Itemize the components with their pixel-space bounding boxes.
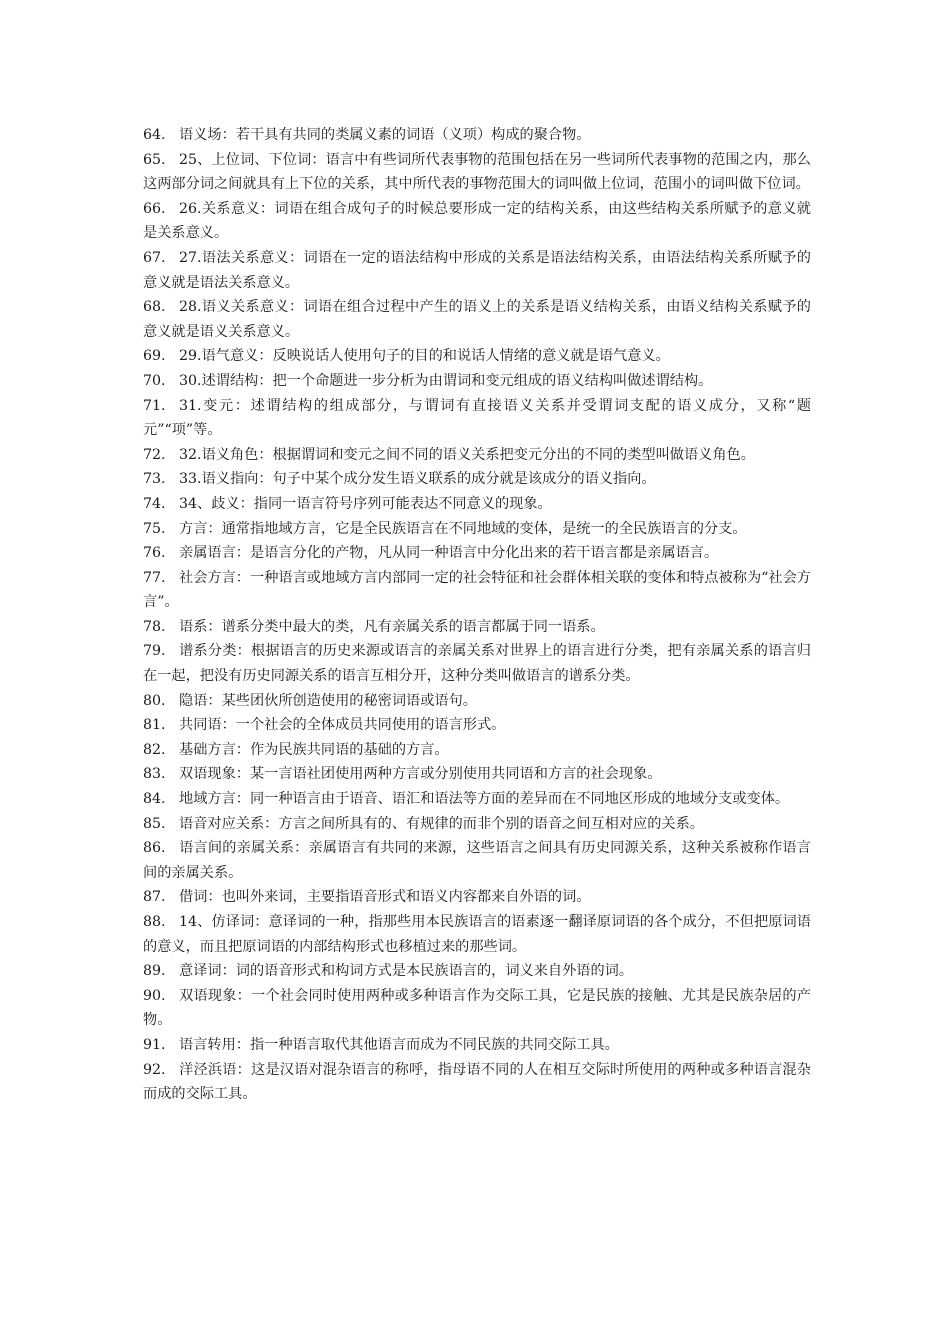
entry-text: 30.述谓结构：把一个命题进一步分析为由谓词和变元组成的语义结构叫做述谓结构。	[179, 372, 713, 389]
entry-text: 社会方言：一种语言或地域方言内部同一定的社会特征和社会群体相关联的变体和特点被称为“社会方言”。	[143, 569, 811, 611]
entry-number: 81.	[143, 717, 166, 734]
entry-number: 77.	[143, 569, 166, 586]
entry-64	[143, 123, 811, 148]
entry-number: 91.	[143, 1036, 166, 1053]
entry-79	[143, 639, 811, 688]
entry-text: 语音对应关系：方言之间所具有的、有规律的而非个别的语音之间互相对应的关系。	[179, 815, 704, 832]
entry-text: 14、仿译词：意译词的一种，指那些用本民族语言的语素逐一翻译原词语的各个成分，不但把原词语的意义，而且把原词语的内部结构形式也移植过来的那些词。	[143, 914, 811, 955]
entry-text: 32.语义角色：根据谓词和变元之间不同的语义关系把变元分出的不同的类型叫做语义角色。	[179, 446, 755, 463]
entry-text: 洋泾浜语：这是汉语对混杂语言的称呼，指母语不同的人在相互交际时所使用的两种或多种语言混杂而成的交际工具。	[143, 1061, 811, 1103]
entry-number: 67.	[143, 249, 166, 266]
entry-text: 语系：谱系分类中最大的类，凡有亲属关系的语言都属于同一语系。	[179, 618, 605, 635]
entry-number: 85.	[143, 815, 166, 832]
entry-number: 73.	[143, 471, 166, 488]
entry-number: 75.	[143, 520, 166, 537]
entry-number: 79.	[143, 643, 166, 660]
entry-text: 31.变元：述谓结构的组成部分，与谓词有直接语义关系并受谓词支配的语义成分，又称“题元”“项”等。	[143, 397, 811, 439]
entry-75	[143, 517, 811, 542]
entry-number: 88.	[143, 914, 166, 930]
entry-68	[143, 295, 811, 344]
entry-74	[143, 492, 811, 517]
entry-67	[143, 246, 811, 295]
entry-text: 双语现象：某一言语社团使用两种方言或分别使用共同语和方言的社会现象。	[179, 766, 662, 783]
entry-text: 27.语法关系意义：词语在一定的语法结构中形成的关系是语法结构关系，由语法结构关系所赋予的意义就是语法关系意义。	[143, 249, 811, 291]
entry-84	[143, 787, 811, 812]
entry-82	[143, 738, 811, 763]
entry-text: 方言：通常指地域方言，它是全民族语言在不同地域的变体，是统一的全民族语言的分支。	[179, 520, 747, 537]
entry-text: 34、歧义：指同一语言符号序列可能表达不同意义的现象。	[179, 495, 552, 512]
entry-text: 33.语义指向：句子中某个成分发生语义联系的成分就是该成分的语义指向。	[179, 471, 656, 488]
entry-number: 78.	[143, 618, 166, 635]
entry-text: 共同语：一个社会的全体成员共同使用的语言形式。	[179, 717, 506, 734]
entry-number: 89.	[143, 963, 166, 980]
entry-83	[143, 762, 811, 787]
entry-text: 双语现象：一个社会同时使用两种或多种语言作为交际工具，它是民族的接触、尤其是民族杂居的产物。	[143, 987, 811, 1029]
entry-66	[143, 197, 811, 246]
entry-number: 70.	[143, 372, 166, 389]
entry-76	[143, 541, 811, 566]
entry-number: 86.	[143, 840, 166, 857]
entry-number: 64.	[143, 127, 166, 143]
entry-text: 地域方言：同一种语言由于语音、语汇和语法等方面的差异而在不同地区形成的地域分支或变体。	[179, 791, 790, 808]
entry-number: 80.	[143, 692, 166, 709]
entry-81	[143, 713, 811, 738]
entry-text: 意译词：词的语音形式和构词方式是本民族语言的，词义来自外语的词。	[179, 963, 634, 980]
entry-text: 语义场：若干具有共同的类属义素的词语（义项）构成的聚合物。	[179, 127, 591, 143]
entry-number: 66.	[143, 200, 166, 217]
entry-85	[143, 812, 811, 837]
entry-91	[143, 1033, 811, 1058]
entry-number: 82.	[143, 741, 166, 758]
entry-text: 亲属语言：是语言分化的产物，凡从同一种语言中分化出来的若干语言都是亲属语言。	[179, 545, 719, 562]
entry-number: 68.	[143, 299, 166, 316]
entry-87	[143, 885, 811, 910]
entry-text: 25、上位词、下位词：语言中有些词所代表事物的范围包括在另一些词所代表事物的范围之内，那么这两部分词之间就具有上下位的关系，其中所代表的事物范围大的词叫做上位词，范围小的词叫做下位词。	[143, 151, 811, 193]
entry-73	[143, 467, 811, 492]
entry-text: 语言间的亲属关系：亲属语言有共同的来源，这些语言之间具有历史同源关系，这种关系被称作语言间的亲属关系。	[143, 840, 811, 881]
entry-88	[143, 910, 811, 959]
entry-text: 28.语义关系意义：词语在组合过程中产生的语义上的关系是语义结构关系，由语义结构关系赋予的意义就是语义关系意义。	[143, 299, 811, 340]
entry-number: 71.	[143, 397, 166, 414]
entry-80	[143, 689, 811, 714]
entry-number: 90.	[143, 987, 166, 1004]
entry-86	[143, 836, 811, 885]
entry-number: 65.	[143, 151, 166, 168]
entry-65	[143, 148, 811, 197]
entry-89	[143, 959, 811, 984]
entry-number: 83.	[143, 766, 166, 783]
entry-text: 谱系分类：根据语言的历史来源或语言的亲属关系对世界上的语言进行分类，把有亲属关系的语言归在一起，把没有历史同源关系的语言互相分开，这种分类叫做语言的谱系分类。	[143, 643, 811, 685]
entry-92	[143, 1058, 811, 1107]
entry-text: 29.语气意义：反映说话人使用句子的目的和说话人情绪的意义就是语气意义。	[179, 348, 670, 365]
entry-78	[143, 615, 811, 640]
entry-text: 借词：也叫外来词，主要指语音形式和语义内容都来自外语的词。	[179, 889, 591, 906]
entry-number: 69.	[143, 348, 166, 365]
entry-number: 92.	[143, 1061, 166, 1078]
entry-number: 76.	[143, 545, 166, 562]
entry-70	[143, 369, 811, 394]
entry-90	[143, 984, 811, 1033]
entry-71	[143, 394, 811, 443]
entry-text: 语言转用：指一种语言取代其他语言而成为不同民族的共同交际工具。	[179, 1036, 619, 1053]
entry-77	[143, 566, 811, 615]
entry-number: 87.	[143, 889, 166, 906]
entry-text: 26.关系意义：词语在组合成句子的时候总要形成一定的结构关系，由这些结构关系所赋予的意义就是关系意义。	[143, 200, 811, 242]
entry-number: 72.	[143, 446, 166, 463]
entry-text: 基础方言：作为民族共同语的基础的方言。	[179, 741, 449, 758]
entry-text: 隐语：某些团伙所创造使用的秘密词语或语句。	[179, 692, 477, 709]
entry-69	[143, 344, 811, 369]
entry-number: 74.	[143, 495, 166, 512]
document-body	[143, 123, 811, 1107]
entry-number: 84.	[143, 791, 166, 808]
entry-72	[143, 443, 811, 468]
